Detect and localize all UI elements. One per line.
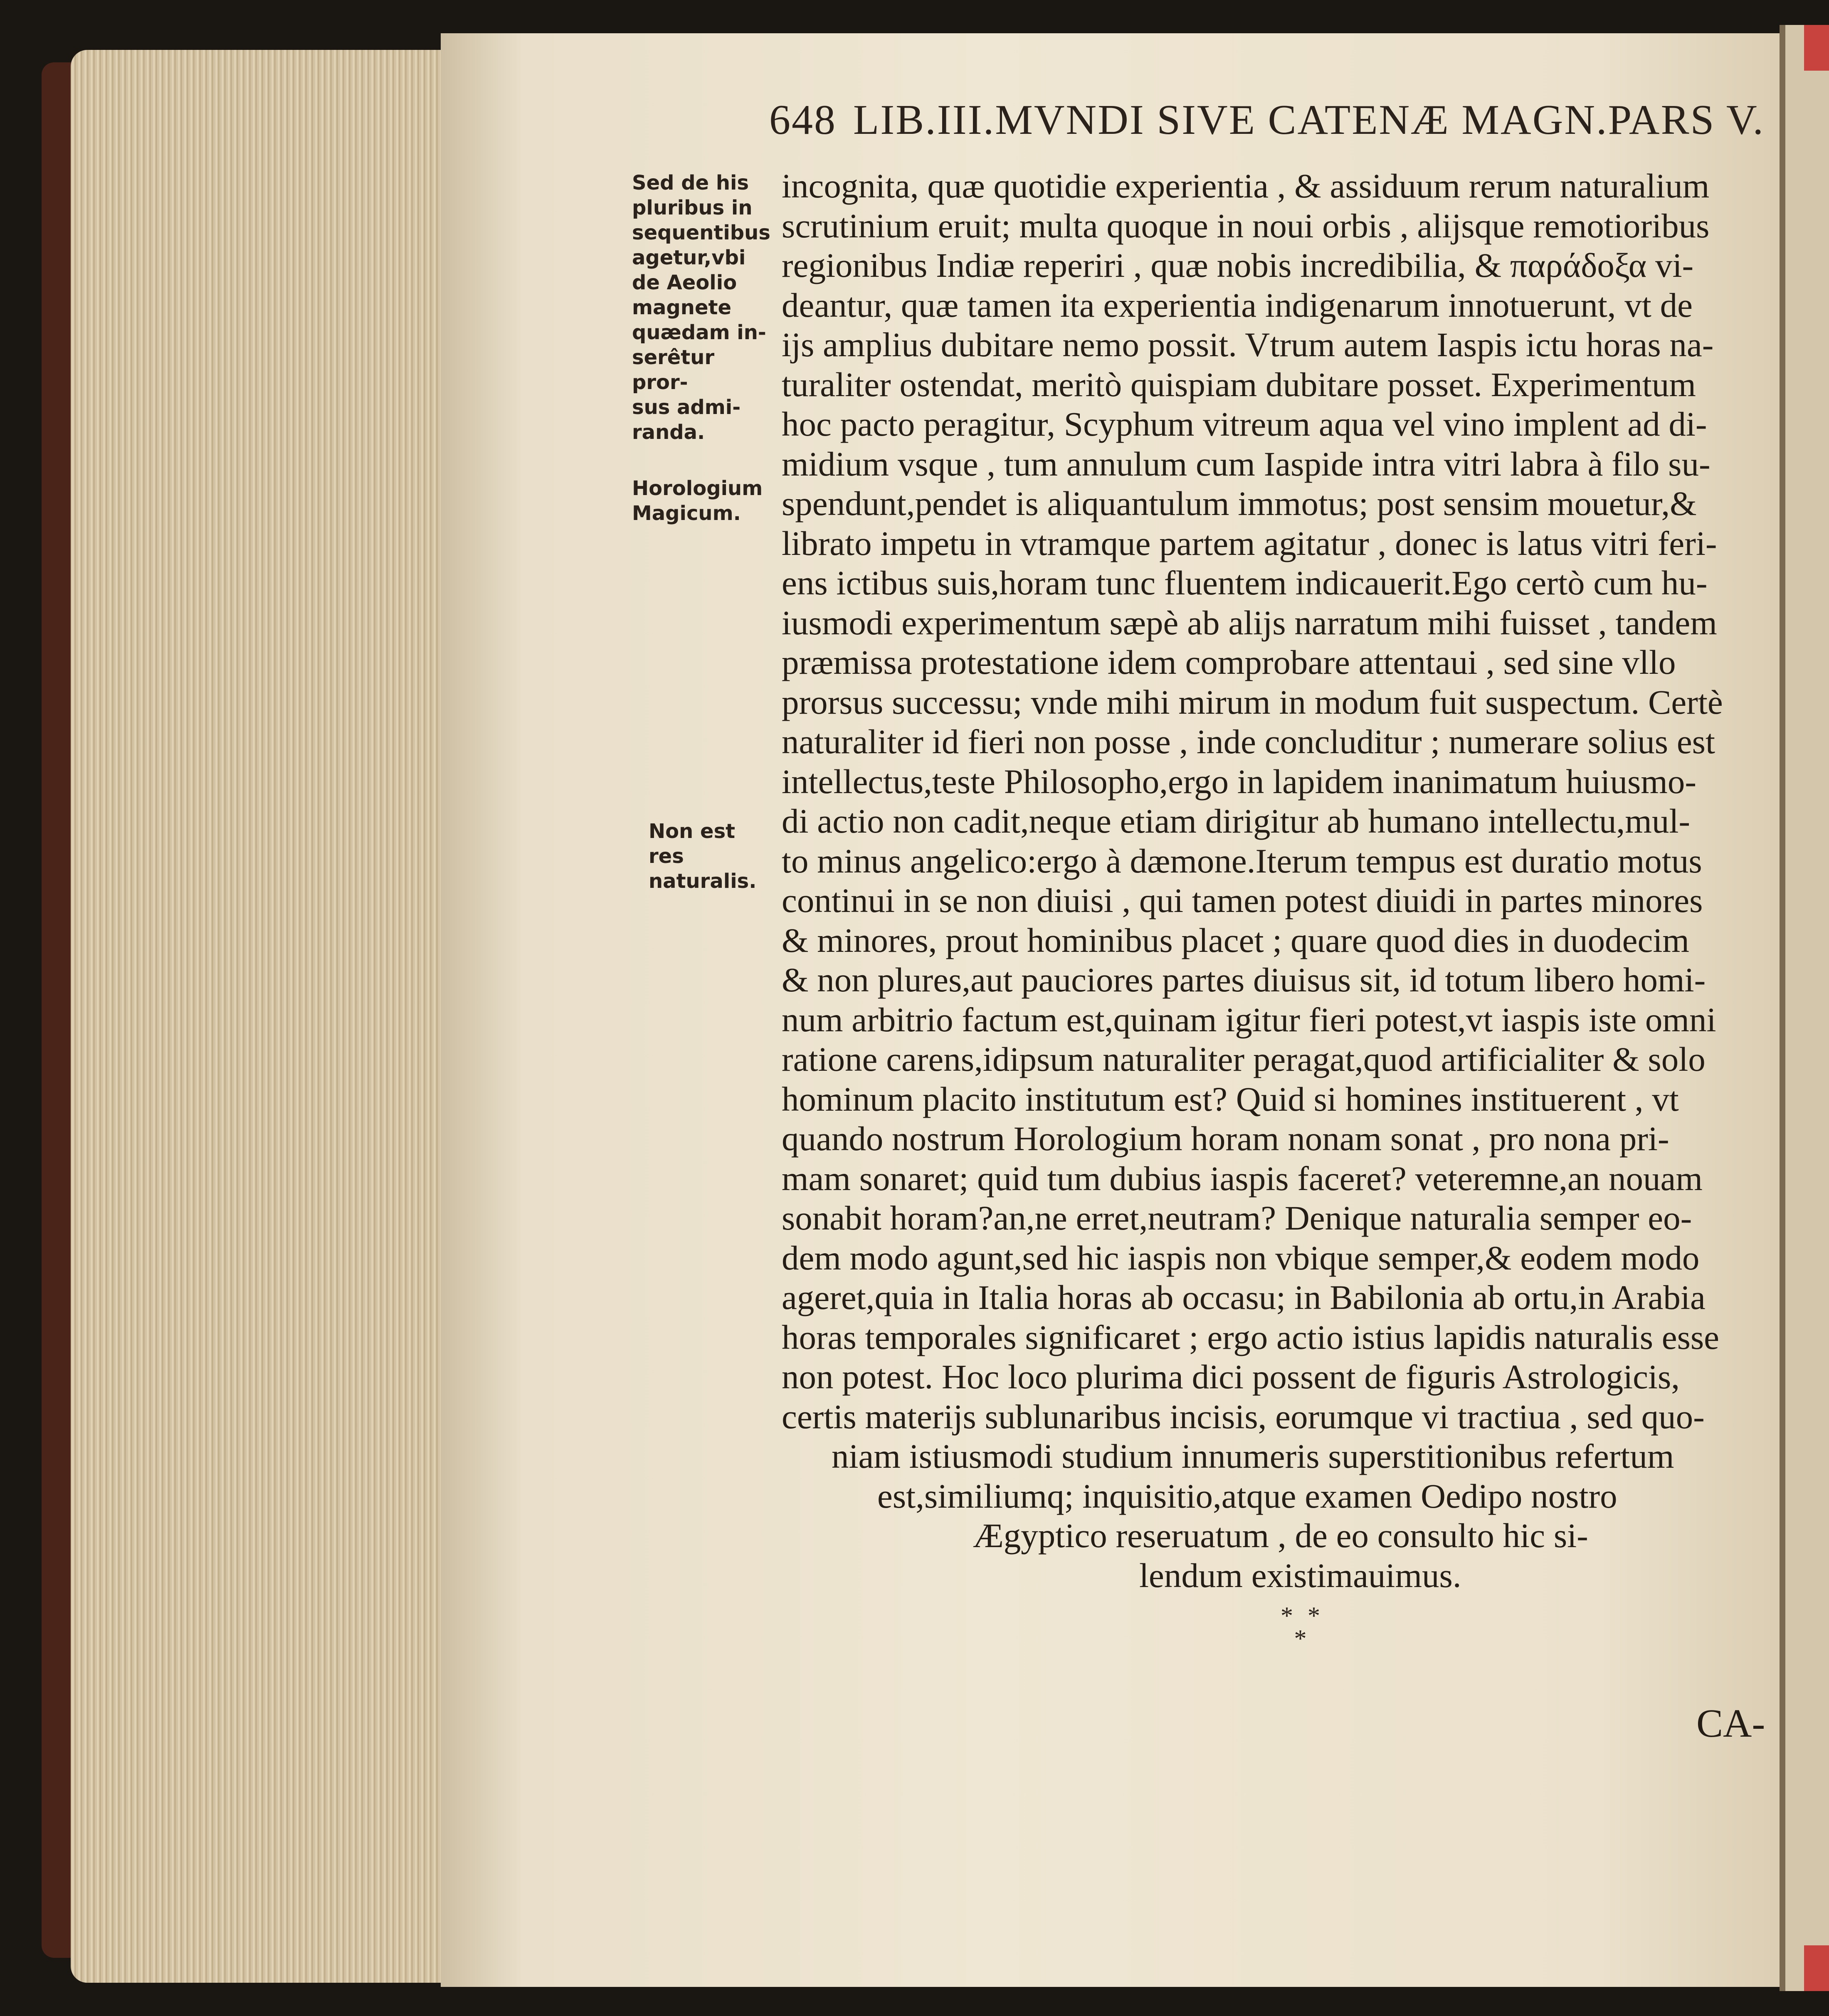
body-text <box>782 166 1721 1595</box>
text-line: spendunt,pendet is aliquantulum immotus; post sensim mouetur,& <box>782 484 1697 522</box>
gutter-shadow <box>1780 25 1785 1991</box>
text-line: incognita, quæ quotidie experientia , & assiduum rerum naturalium <box>782 167 1710 205</box>
text-line: turaliter ostendat, meritò quispiam dubitare posset. Experimentum <box>782 365 1696 404</box>
text-line: continui in se non diuisi , qui tamen potest diuidi in partes minores <box>782 881 1703 919</box>
running-header <box>769 96 1765 144</box>
margin-note: Sed de his pluribus in sequentibus agetur,vbi de Aeolio magnete quædam in- serêtur pror- sus admi- randa. <box>632 171 770 444</box>
text-line: ratione carens,idipsum naturaliter peragat,quod artificialiter & solo <box>782 1040 1706 1078</box>
margin-note: Horologium Magicum. <box>632 477 763 525</box>
text-line: præmissa protestatione idem comprobare attentaui , sed sine vllo <box>782 643 1676 681</box>
text-line: intellectus,teste Philosopho,ergo in lapidem inanimatum huiusmo- <box>782 762 1696 801</box>
color-marker <box>1804 1945 1829 1991</box>
text-line: di actio non cadit,neque etiam dirigitur ab humano intellectu,mul- <box>782 802 1691 840</box>
text-line: Ægyptico reseruatum , de eo consulto hic si- <box>973 1516 1588 1555</box>
text-line: lendum existimauimus. <box>1139 1556 1461 1595</box>
text-line: sonabit horam?an,ne erret,neutram? Denique naturalia semper eo- <box>782 1199 1692 1237</box>
running-title: LIB.III.MVNDI SIVE CATENÆ MAGN.PARS V. <box>853 96 1765 143</box>
text-line: horas temporales significaret ; ergo actio istius lapidis naturalis esse <box>782 1318 1720 1356</box>
text-line: & minores, prout hominibus placet ; quare quod dies in duodecim <box>782 921 1689 959</box>
margin-note: Non est res naturalis. <box>649 820 757 893</box>
text-line: num arbitrio factum est,quinam igitur fieri potest,vt iaspis iste omni <box>782 1000 1716 1039</box>
text-line: niam istiusmodi studium innumeris superstitionibus refertum <box>832 1437 1674 1475</box>
text-line: librato impetu in vtramque partem agitatur , donec is latus vitri feri- <box>782 524 1717 562</box>
text-line: scrutinium eruit; multa quoque in noui orbis , alijsque remotioribus <box>782 206 1710 245</box>
text-line: mam sonaret; quid tum dubius iaspis faceret? veteremne,an nouam <box>782 1159 1703 1198</box>
text-line: ens ictibus suis,horam tunc fluentem indicauerit.Ego certò cum hu- <box>782 564 1708 602</box>
text-line: naturaliter id fieri non posse , inde concluditur ; numerare solius est <box>782 722 1715 761</box>
asterism-ornament: * * * <box>1281 1602 1324 1652</box>
text-line: & non plures,aut pauciores partes diuisus sit, id totum libero homi- <box>782 961 1706 999</box>
text-line: to minus angelico:ergo à dæmone.Iterum tempus est duratio motus <box>782 841 1702 880</box>
text-line: deantur, quæ tamen ita experientia indigenarum innotuerunt, vt de <box>782 286 1693 324</box>
text-line: non potest. Hoc loco plurima dici possent de figuris Astrologicis, <box>782 1358 1680 1396</box>
catchword: CA- <box>1696 1701 1765 1745</box>
text-line: dem modo agunt,sed hic iaspis non vbique semper,& eodem modo <box>782 1238 1700 1277</box>
text-line: est,similiumq; inquisitio,atque examen Oedipo nostro <box>877 1476 1617 1515</box>
color-marker <box>1804 25 1829 71</box>
text-line: ijs amplius dubitare nemo possit. Vtrum autem Iaspis ictu horas na- <box>782 325 1714 364</box>
text-line: hoc pacto peragitur, Scyphum vitreum aqua vel vino implent ad di- <box>782 405 1707 443</box>
text-line: midium vsque , tum annulum cum Iaspide intra vitri labra à filo su- <box>782 444 1711 483</box>
text-line: hominum placito institutum est? Quid si homines instituerent , vt <box>782 1079 1679 1118</box>
facing-page-edge <box>1780 25 1829 1991</box>
text-line: prorsus successu; vnde mihi mirum in modum fuit suspectum. Certè <box>782 683 1723 721</box>
text-line: ageret,quia in Italia horas ab occasu; in Babilonia ab ortu,in Arabia <box>782 1278 1706 1316</box>
page-number: 648 <box>769 96 837 143</box>
text-line: iusmodi experimentum sæpè ab alijs narratum mihi fuisset , tandem <box>782 603 1717 642</box>
text-line: quando nostrum Horologium horam nonam sonat , pro nona pri- <box>782 1119 1669 1158</box>
page-edges <box>71 50 445 1983</box>
text-line: regionibus Indiæ reperiri , quæ nobis incredibilia, & παράδοξα vi- <box>782 246 1694 284</box>
text-line: certis materijs sublunaribus incisis, eorumque vi tractiua , sed quo- <box>782 1397 1705 1436</box>
